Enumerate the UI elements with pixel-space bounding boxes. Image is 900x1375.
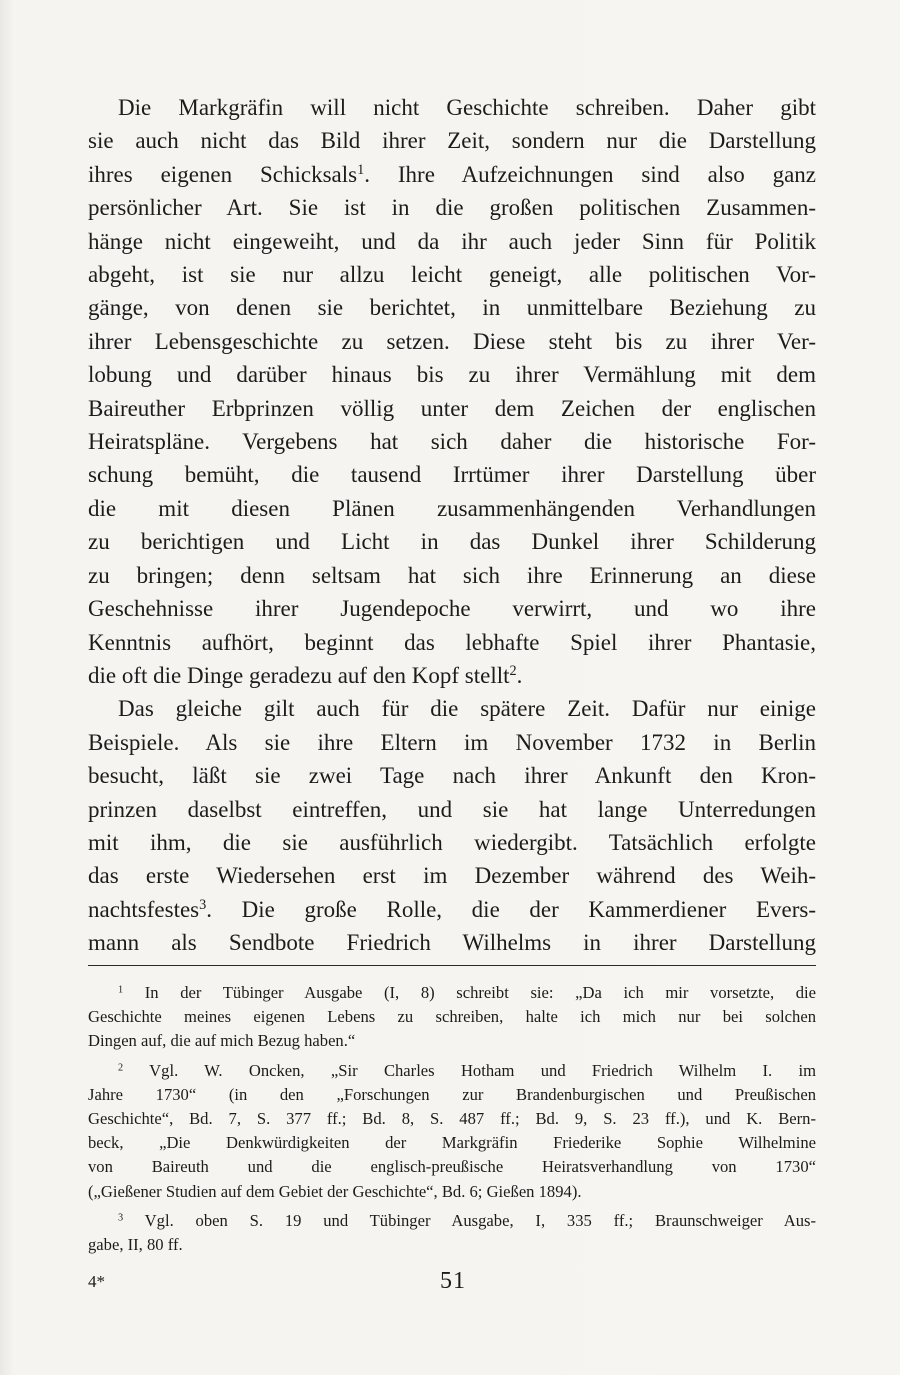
text-line: das erste Wiedersehen erst im Dezember während des Weih- xyxy=(88,863,816,889)
text-line: Das gleiche gilt auch für die spätere Zeit. Dafür nur einige xyxy=(118,696,816,722)
text-line: Die Markgräfin will nicht Geschichte schreiben. Daher gibt xyxy=(118,95,816,120)
footnote-text: Vgl. oben S. 19 und Tübinger Ausgabe, I, 335 ff.; Braunschweiger Aus- xyxy=(144,1210,816,1230)
footnote-mark: 3 xyxy=(118,1212,124,1224)
footnote-text: von Baireuth und die englisch-preußische Heiratsverhandlung von 1730“ xyxy=(88,1157,816,1177)
text-line: abgeht, ist sie nur allzu leicht geneigt, alle politischen Vor- xyxy=(88,262,816,288)
text-line: Geschehnisse ihrer Jugendepoche verwirrt, und wo ihre xyxy=(88,596,816,622)
footnote-3 xyxy=(88,1209,816,1257)
footnote-2 xyxy=(88,1059,816,1204)
footnote-text: („Gießener Studien auf dem Gebiet der Geschichte“, Bd. 6; Gießen 1894). xyxy=(88,1181,582,1201)
text-line: sie auch nicht das Bild ihrer Zeit, sondern nur die Darstellung xyxy=(88,128,816,154)
footnote-divider xyxy=(88,965,816,966)
text-line: mit ihm, die sie ausführlich wiedergibt. Tatsächlich erfolgte xyxy=(88,829,816,855)
footnote-ref-2[interactable]: 2 xyxy=(509,663,517,680)
text-line: die oft die Dinge geradezu auf den Kopf stellt$^2$. xyxy=(88,662,523,688)
main-text xyxy=(88,91,816,960)
footnote-text: Jahre 1730“ (in den „Forschungen zur Brandenburgischen und Preußischen xyxy=(88,1084,816,1104)
text-line: Baireuther Erbprinzen völlig unter dem Zeichen der englischen xyxy=(88,395,816,421)
footnote-text: In der Tübinger Ausgabe (I, 8) schreibt sie: „Da ich mir vorsetzte, die xyxy=(144,983,816,1002)
page-number: 51 xyxy=(440,1268,466,1294)
text-line: ihres eigenen Schicksals$^1$. Ihre Aufzeichnungen sind also ganz xyxy=(88,161,816,187)
text-line: lobung und darüber hinaus bis zu ihrer Vermählung mit dem xyxy=(88,362,816,388)
text-line: besucht, läßt sie zwei Tage nach ihrer Ankunft den Kron- xyxy=(88,763,816,789)
text-line: Heiratspläne. Vergebens hat sich daher die historische For- xyxy=(88,429,816,455)
text-line: persönlicher Art. Sie ist in die großen politischen Zusammen- xyxy=(88,195,816,221)
text-line: prinzen daselbst eintreffen, und sie hat lange Unterredungen xyxy=(88,796,816,822)
footnote-text: gabe, II, 80 ff. xyxy=(88,1235,183,1255)
text-line: nachtsfestes$^3$. Die große Rolle, die der Kammerdiener Evers- xyxy=(88,896,816,922)
text-line: zu bringen; denn seltsam hat sich ihre Erinnerung an diese xyxy=(88,562,816,588)
text-line: zu berichtigen und Licht in das Dunkel ihrer Schilderung xyxy=(88,529,816,555)
footnote-text: beck, „Die Denkwürdigkeiten der Markgräfin Friederike Sophie Wilhelmine xyxy=(88,1133,816,1153)
footnote-text: Geschichte meines eigenen Lebens zu schreiben, halte ich mich nur bei solchen xyxy=(88,1007,816,1027)
footnote-ref-3[interactable]: 3 xyxy=(199,896,207,913)
text-line: schung bemüht, die tausend Irrtümer ihrer Darstellung über xyxy=(88,462,816,488)
text-line: ihrer Lebensgeschichte zu setzen. Diese steht bis zu ihrer Ver- xyxy=(88,328,816,354)
text-line: Kenntnis aufhört, beginnt das lebhafte Spiel ihrer Phantasie, xyxy=(88,629,816,655)
printer-signature: 4* xyxy=(88,1272,105,1291)
footnote-ref-1[interactable]: 1 xyxy=(357,161,365,178)
footnotes xyxy=(88,981,816,1262)
footnote-text: Vgl. W. Oncken, „Sir Charles Hotham und Friedrich Wilhelm I. im xyxy=(149,1060,816,1080)
text-line: Beispiele. Als sie ihre Eltern im November 1732 in Berlin xyxy=(88,729,816,755)
footnote-text: Dingen auf, die auf mich Bezug haben.“ xyxy=(88,1031,356,1051)
footnote-mark: 2 xyxy=(118,1061,124,1073)
footnote-text: Geschichte“, Bd. 7, S. 377 ff.; Bd. 8, S. 487 ff.; Bd. 9, S. 23 ff.), und K. Bern- xyxy=(88,1109,816,1129)
footnote-1 xyxy=(88,981,816,1054)
footnote-mark: 1 xyxy=(118,984,124,996)
text-line: die mit diesen Plänen zusammenhängenden Verhandlungen xyxy=(88,495,816,521)
text-line: mann als Sendbote Friedrich Wilhelms in ihrer Darstellung xyxy=(88,930,816,956)
text-line: gänge, von denen sie berichtet, in unmittelbare Beziehung zu xyxy=(88,295,816,321)
text-line: hänge nicht eingeweiht, und da ihr auch jeder Sinn für Politik xyxy=(88,228,816,254)
